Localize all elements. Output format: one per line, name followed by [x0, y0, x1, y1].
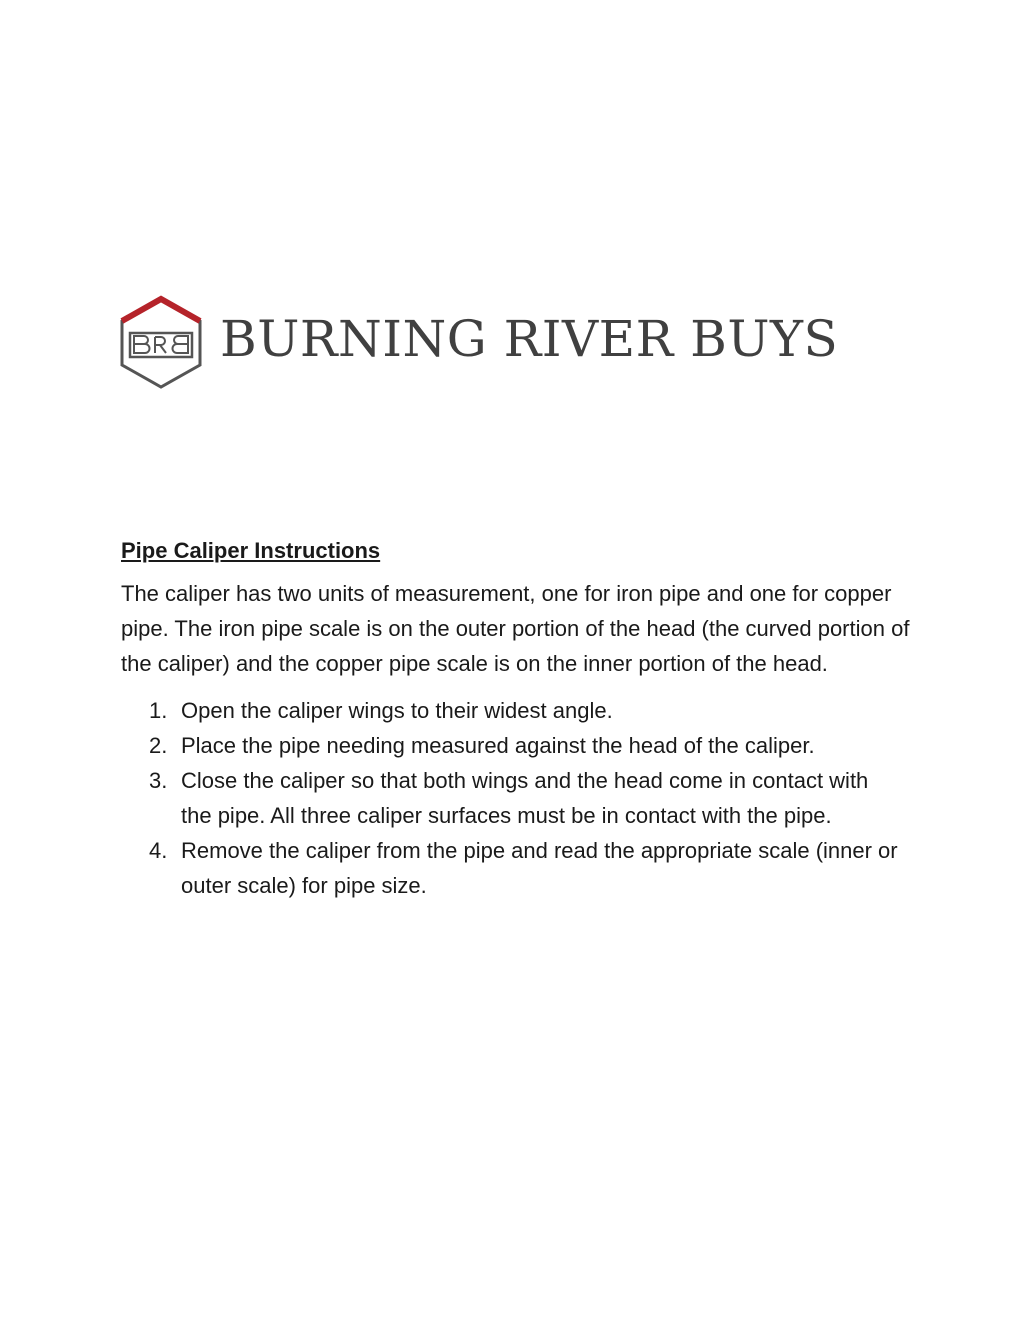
intro-paragraph: The caliper has two units of measurement, one for iron pipe and one for copper pipe. The iron pipe scale is on the outer portion of the head (the curved portion of the caliper) and the copper pipe scale is on the inner portion of the head.: [121, 581, 910, 676]
step-text: Open the caliper wings to their widest angle.: [181, 698, 613, 723]
step-number: 1.: [149, 698, 168, 723]
step-number: 3.: [149, 768, 168, 793]
instructions-section: [121, 533, 921, 903]
step-text: Place the pipe needing measured against the head of the caliper.: [181, 733, 815, 758]
list-item: [121, 693, 901, 728]
brb-hexagon-logo-icon: [118, 295, 204, 391]
brand-name: BURNING RIVER BUYS: [220, 310, 839, 368]
list-item: [121, 833, 901, 903]
steps-list: [121, 693, 921, 903]
brand-logo: [118, 295, 908, 391]
step-number: 2.: [149, 733, 168, 758]
step-text: Close the caliper so that both wings and the head come in contact with the pipe. All three caliper surfaces must be in contact with the pipe.: [181, 768, 869, 828]
step-number: 4.: [149, 838, 168, 863]
list-item: [121, 763, 901, 833]
page-title: Pipe Caliper Instructions: [121, 538, 381, 563]
step-text: Remove the caliper from the pipe and read the appropriate scale (inner or outer scale) for pipe size.: [181, 838, 898, 898]
list-item: [121, 728, 901, 763]
